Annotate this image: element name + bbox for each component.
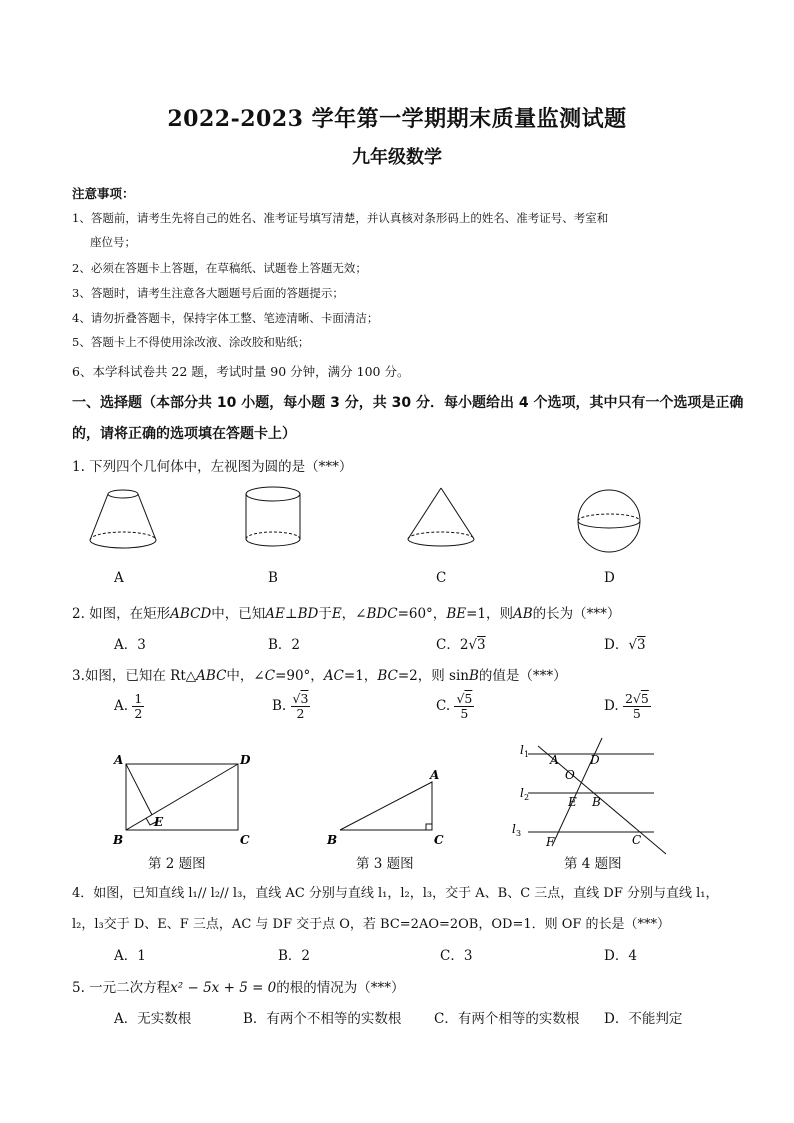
fig4-label-l3: l: [512, 822, 516, 836]
note-item-2: 2、必须在答题卡上答题，在草稿纸、试题卷上答题无效；: [72, 261, 367, 275]
question-2-text: 2. 如图，在矩形ABCD中，已知AE⊥BD于E，∠BDC=60°，BE=1，则AB的长为（***）: [72, 606, 621, 622]
q3-option-b: B. $\frac{√3}{2}$: [272, 691, 309, 721]
q5-option-d: D．不能判定: [604, 1011, 683, 1027]
question-3-text: 3.如图，已知在 Rt△ABC中，∠C=90°，AC=1，BC=2，则 sinB的值是（***）: [72, 668, 567, 684]
q2-option-a: A．3: [114, 637, 146, 653]
fig2-label-c: C: [240, 833, 250, 847]
figure-2-caption: 第 2 题图: [148, 856, 206, 872]
q4-option-a: A．1: [114, 948, 146, 964]
fig4-label-l3-sub: 3: [516, 829, 522, 838]
q5-option-a: A．无实数根: [114, 1011, 192, 1027]
sphere-icon: [576, 488, 642, 554]
fig4-label-c: C: [632, 833, 642, 847]
note-item-4: 4、请勿折叠答题卡，保持字体工整、笔迹清晰、卡面清洁；: [72, 311, 379, 325]
fig2-label-a: A: [114, 753, 124, 767]
fig4-label-e: E: [568, 795, 577, 809]
q3-option-a: A. $\frac{1}{2}$: [114, 691, 143, 721]
question-4-line2: l₂，l₃交于 D、E、F 三点，AC 与 DF 交于点 O，若 BC=2AO=2OB，OD=1．则 OF 的长是（***）: [72, 917, 671, 932]
cylinder-icon: [244, 484, 302, 554]
fig4-label-l1: l: [520, 743, 524, 757]
q1-label-d: D: [604, 570, 615, 586]
fig3-label-c: C: [434, 833, 444, 847]
fig2-label-b: B: [113, 833, 124, 847]
q4-option-b: B．2: [278, 948, 311, 964]
figure-2-rectangle: [110, 752, 260, 852]
note-item-3: 3、答题时，请考生注意各大题题号后面的答题提示；: [72, 286, 344, 300]
q4-option-d: D．4: [604, 948, 637, 964]
figure-4-caption: 第 4 题图: [564, 856, 622, 872]
q5-option-c: C．有两个相等的实数根: [434, 1011, 580, 1027]
section1-heading-line1: 一、选择题（本部分共 10 小题，每小题 3 分，共 30 分．每小题给出 4 个选项，其中只有一个选项是正确: [72, 395, 744, 411]
note-item-1: 1、答题前，请考生先将自己的姓名、准考证号填写清楚，并认真核对条形码上的姓名、准考证号、考室和: [72, 211, 609, 225]
fig4-label-b: B: [592, 795, 601, 809]
cone-icon: [406, 484, 476, 554]
q5-option-b: B．有两个不相等的实数根: [243, 1011, 402, 1027]
q1-label-b: B: [268, 570, 278, 586]
fig4-label-o: O: [565, 768, 575, 782]
fig4-label-a: A: [550, 753, 559, 767]
note-item-5: 5、答题卡上不得使用涂改液、涂改胶和贴纸；: [72, 335, 310, 349]
fig3-label-b: B: [327, 833, 338, 847]
page-title: 2022-2023 学年第一学期期末质量监测试题: [167, 106, 627, 132]
fig4-label-l2-sub: 2: [524, 793, 530, 802]
note-item-1-cont: 座位号；: [90, 235, 136, 249]
note-item-6: 6、本学科试卷共 22 题，考试时量 90 分钟，满分 100 分。: [72, 364, 410, 379]
q1-label-c: C: [436, 570, 447, 586]
fig2-label-e: E: [154, 815, 164, 829]
fig2-label-d: D: [240, 753, 251, 767]
question-5-text: 5. 一元二次方程x² − 5x + 5 = 0的根的情况为（***）: [72, 980, 405, 996]
q1-label-a: A: [114, 570, 124, 586]
fig4-label-f: F: [546, 835, 555, 849]
question-4-line1: 4．如图，已知直线 l₁// l₂// l₃，直线 AC 分别与直线 l₁，l₂，l₃，交于 A、B、C 三点，直线 DF 分别与直线 l₁，: [72, 886, 719, 901]
figure-4-parallel-lines: [506, 736, 676, 856]
q4-option-c: C．3: [440, 948, 473, 964]
figure-3-caption: 第 3 题图: [356, 856, 414, 872]
q2-option-d: D．√3: [604, 637, 646, 653]
q2-option-c: C．2√3: [436, 637, 486, 653]
notes-heading: 注意事项：: [72, 186, 135, 201]
fig4-label-d: D: [590, 753, 600, 767]
fig3-label-a: A: [430, 768, 440, 782]
q3-option-c: C. $\frac{√5}{5}$: [436, 691, 473, 721]
section1-heading-line2: 的，请将正确的选项填在答题卡上）: [72, 426, 296, 442]
question-1-text: 1. 下列四个几何体中，左视图为圆的是（***）: [72, 459, 353, 475]
figure-3-triangle: [322, 764, 452, 854]
fig4-label-l1-sub: 1: [524, 750, 530, 759]
q5-equation: x² − 5x + 5 = 0: [170, 980, 277, 996]
page-subtitle: 九年级数学: [352, 147, 442, 168]
q2-option-b: B．2: [268, 637, 301, 653]
fig4-label-l2: l: [520, 786, 524, 800]
q3-option-d: D. $\frac{2√5}{5}$: [604, 691, 649, 721]
frustum-icon: [88, 484, 158, 554]
